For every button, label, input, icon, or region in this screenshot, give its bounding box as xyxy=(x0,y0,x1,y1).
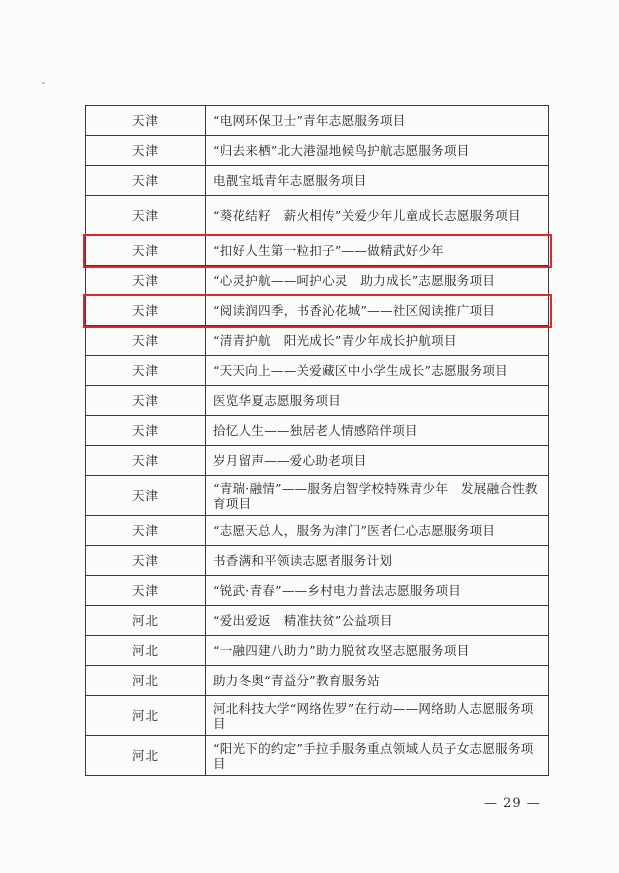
project-cell: “扣好人生第一粒扣子”——做精武好少年 xyxy=(206,236,549,266)
project-cell: “归去来栖”北大港湿地候鸟护航志愿服务项目 xyxy=(206,136,549,166)
table-row xyxy=(86,356,549,386)
table-row xyxy=(86,636,549,666)
table-row xyxy=(86,236,549,266)
region-cell: 天津 xyxy=(86,266,206,296)
region-cell: 河北 xyxy=(86,696,206,736)
table-row xyxy=(86,516,549,546)
project-cell: 医览华夏志愿服务项目 xyxy=(206,386,549,416)
table-row xyxy=(86,266,549,296)
project-cell: 河北科技大学“网络佐罗”在行动——网络助人志愿服务项目 xyxy=(206,696,549,736)
table-row xyxy=(86,476,549,516)
region-cell: 河北 xyxy=(86,606,206,636)
project-cell: “锐武·青春”——乡村电力普法志愿服务项目 xyxy=(206,576,549,606)
table-row xyxy=(86,696,549,736)
scan-speck xyxy=(42,82,45,84)
region-cell: 河北 xyxy=(86,666,206,696)
region-cell: 天津 xyxy=(86,416,206,446)
region-cell: 天津 xyxy=(86,326,206,356)
project-cell: “葵花结籽 薪火相传”关爱少年儿童成长志愿服务项目 xyxy=(206,196,549,236)
region-cell: 天津 xyxy=(86,166,206,196)
region-cell: 天津 xyxy=(86,546,206,576)
project-cell: 助力冬奥“青益分”教育服务站 xyxy=(206,666,549,696)
table-row xyxy=(86,166,549,196)
region-cell: 河北 xyxy=(86,636,206,666)
project-cell: “阳光下的约定”手拉手服务重点领域人员子女志愿服务项目 xyxy=(206,736,549,776)
table-row xyxy=(86,196,549,236)
page-number: — 29 — xyxy=(484,796,541,811)
table-row xyxy=(86,606,549,636)
region-cell: 天津 xyxy=(86,236,206,266)
project-cell: “一融四建八助力”助力脱贫攻坚志愿服务项目 xyxy=(206,636,549,666)
project-cell: “阅读润四季，书香沁花城”——社区阅读推广项目 xyxy=(206,296,549,326)
table-row xyxy=(86,446,549,476)
project-cell: 电靓宝坻青年志愿服务项目 xyxy=(206,166,549,196)
project-cell: “天天向上——关爱藏区中小学生成长”志愿服务项目 xyxy=(206,356,549,386)
table-row xyxy=(86,416,549,446)
table-row xyxy=(86,296,549,326)
region-cell: 天津 xyxy=(86,576,206,606)
table-row xyxy=(86,326,549,356)
project-cell: 书香满和平领读志愿者服务计划 xyxy=(206,546,549,576)
table-row xyxy=(86,136,549,166)
table-row xyxy=(86,576,549,606)
region-cell: 天津 xyxy=(86,106,206,136)
region-cell: 天津 xyxy=(86,296,206,326)
region-cell: 天津 xyxy=(86,476,206,516)
project-table xyxy=(85,105,549,776)
project-cell: 拾忆人生——独居老人情感陪伴项目 xyxy=(206,416,549,446)
region-cell: 天津 xyxy=(86,136,206,166)
project-cell: “清青护航 阳光成长”青少年成长护航项目 xyxy=(206,326,549,356)
table-row xyxy=(86,386,549,416)
table-row xyxy=(86,736,549,776)
table-row xyxy=(86,546,549,576)
region-cell: 天津 xyxy=(86,386,206,416)
project-cell: “青瑞·融情”——服务启智学校特殊青少年 发展融合性教育项目 xyxy=(206,476,549,516)
project-cell: “志愿天总人，服务为津门”医者仁心志愿服务项目 xyxy=(206,516,549,546)
project-cell: “电网环保卫士”青年志愿服务项目 xyxy=(206,106,549,136)
region-cell: 天津 xyxy=(86,196,206,236)
region-cell: 河北 xyxy=(86,736,206,776)
project-cell: “爱出爱返 精准扶贫”公益项目 xyxy=(206,606,549,636)
project-cell: 岁月留声——爱心助老项目 xyxy=(206,446,549,476)
table-row xyxy=(86,666,549,696)
project-cell: “心灵护航——呵护心灵 助力成长”志愿服务项目 xyxy=(206,266,549,296)
table-row xyxy=(86,106,549,136)
region-cell: 天津 xyxy=(86,356,206,386)
region-cell: 天津 xyxy=(86,446,206,476)
region-cell: 天津 xyxy=(86,516,206,546)
